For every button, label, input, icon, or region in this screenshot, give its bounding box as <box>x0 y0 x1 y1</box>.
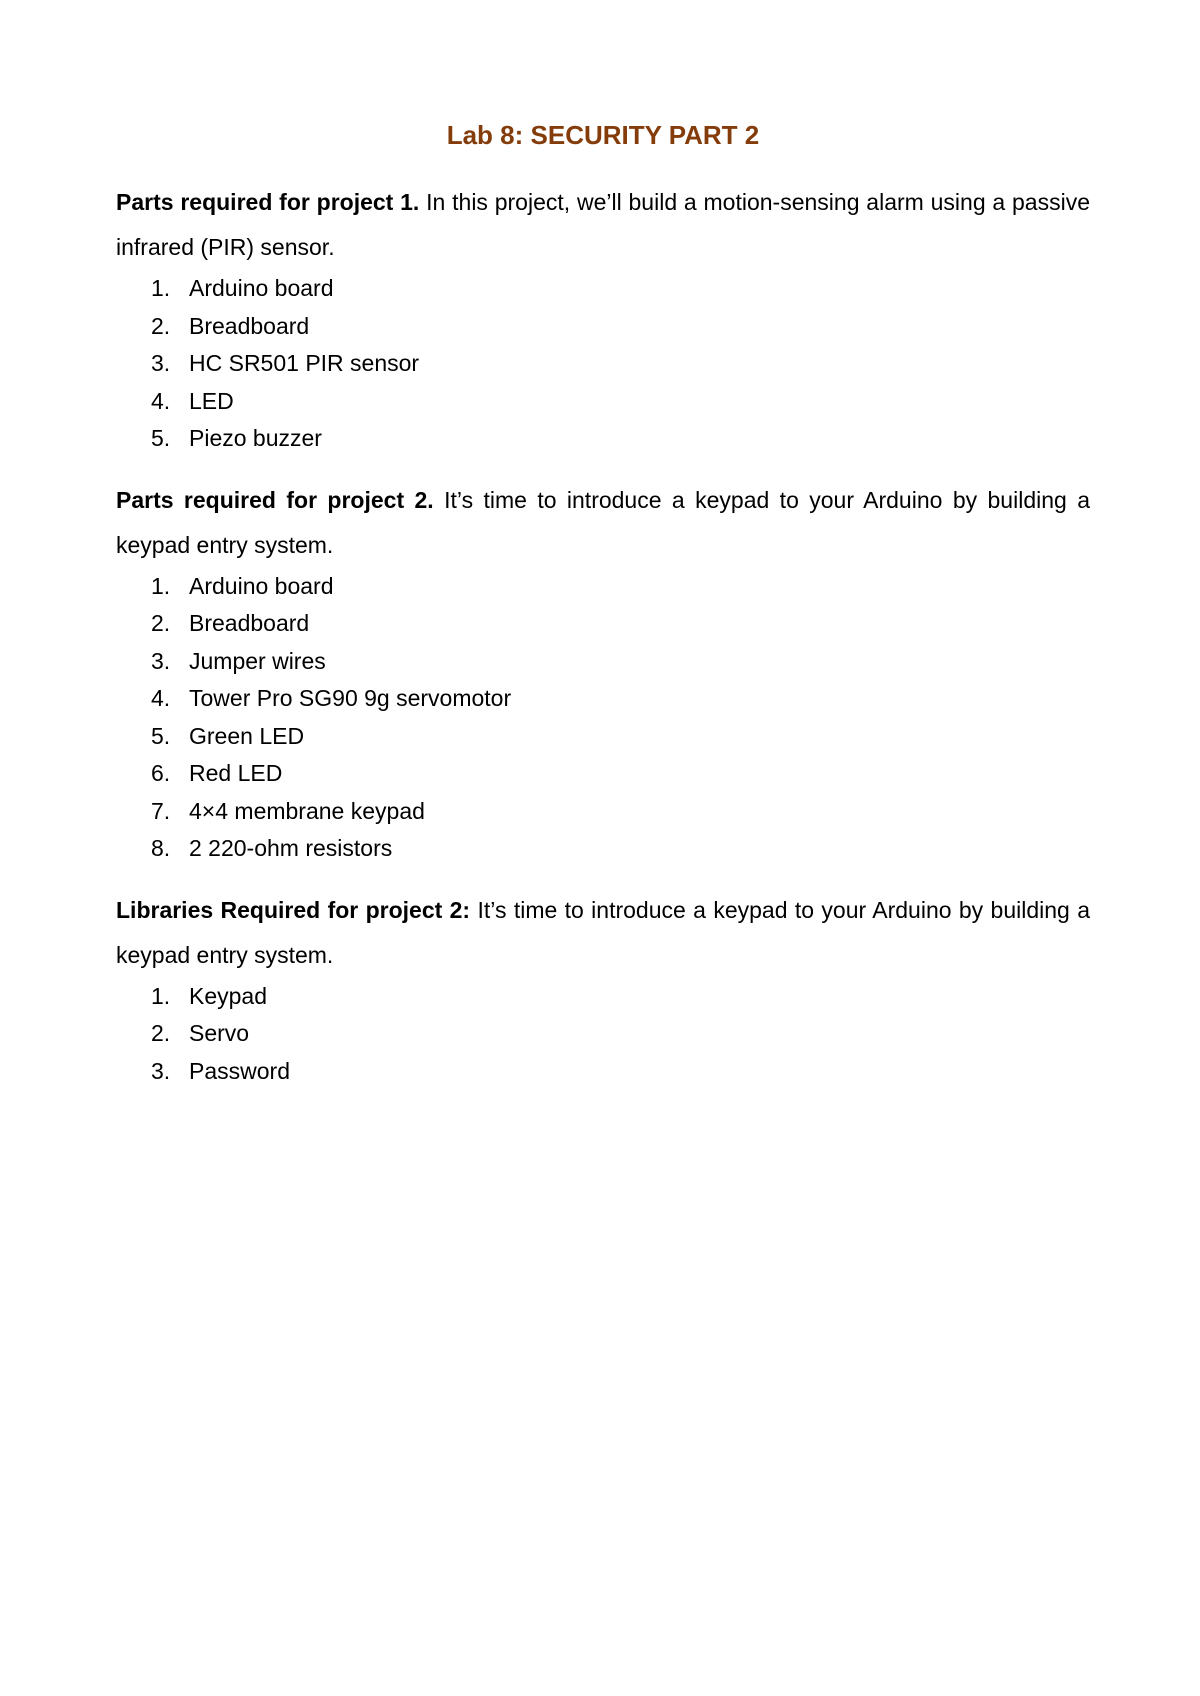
list-label: 2 220-ohm resistors <box>189 835 393 861</box>
list-number: 2. <box>151 610 171 636</box>
section-lead: Libraries Required for project 2: <box>116 896 471 923</box>
list-number: 2. <box>151 1020 171 1046</box>
section-project-1 <box>116 180 1090 458</box>
list-item <box>151 308 1090 346</box>
list-label: Servo <box>189 1020 250 1046</box>
list-item <box>151 680 1090 718</box>
list-item <box>151 1053 1090 1091</box>
parts-list <box>116 270 1090 458</box>
section-libraries <box>116 888 1090 1091</box>
list-label: Arduino board <box>189 275 334 301</box>
list-item <box>151 383 1090 421</box>
list-number: 5. <box>151 722 171 749</box>
list-number: 1. <box>151 275 171 301</box>
list-number: 1. <box>151 982 171 1009</box>
spacer <box>116 868 1090 888</box>
list-number: 5. <box>151 425 171 451</box>
section-lead: Parts required for project 2. <box>116 486 434 513</box>
list-number: 1. <box>151 572 171 599</box>
section-text: In this project, we’ll build a motion-sensing alarm using a passive infrared (PIR) sensor. <box>116 189 1091 260</box>
list-label: Breadboard <box>189 610 310 636</box>
list-number: 2. <box>151 312 171 339</box>
list-item <box>151 718 1090 756</box>
list-item <box>151 643 1090 681</box>
section-intro <box>116 478 1090 568</box>
list-label: Breadboard <box>189 312 310 339</box>
list-label: Tower Pro SG90 9g servomotor <box>189 685 512 711</box>
section-text: It’s time to introduce a keypad to your Arduino by building a keypad entry system. <box>116 896 1090 968</box>
section-lead: Parts required for project 1. <box>116 189 420 215</box>
libraries-list <box>116 978 1090 1091</box>
list-label: Piezo buzzer <box>189 425 322 451</box>
list-label: Green LED <box>189 722 305 749</box>
parts-list <box>116 568 1090 868</box>
document-title: Lab 8: SECURITY PART 2 <box>446 120 760 150</box>
list-label: 4×4 membrane keypad <box>189 797 425 824</box>
list-item <box>151 755 1090 793</box>
list-item <box>151 605 1090 643</box>
section-intro <box>116 888 1090 978</box>
list-item <box>151 270 1090 308</box>
list-number: 6. <box>151 760 171 786</box>
list-item <box>151 345 1090 383</box>
list-number: 3. <box>151 350 171 376</box>
list-number: 4. <box>151 685 171 711</box>
list-number: 7. <box>151 797 171 824</box>
list-item <box>151 793 1090 831</box>
list-label: Jumper wires <box>189 647 326 674</box>
section-project-2 <box>116 478 1090 868</box>
list-label: LED <box>189 387 234 414</box>
list-item <box>151 568 1090 606</box>
section-text: It’s time to introduce a keypad to your Arduino by building a keypad entry system. <box>116 486 1090 558</box>
list-item <box>151 978 1090 1016</box>
list-number: 4. <box>151 387 171 414</box>
list-item <box>151 1015 1090 1053</box>
section-intro <box>116 180 1090 270</box>
list-item <box>151 420 1090 458</box>
list-label: Arduino board <box>189 572 334 599</box>
list-label: Keypad <box>189 982 268 1009</box>
list-number: 3. <box>151 1057 171 1084</box>
spacer <box>116 458 1090 478</box>
list-number: 8. <box>151 835 171 861</box>
list-number: 3. <box>151 647 171 674</box>
list-label: HC SR501 PIR sensor <box>189 350 420 376</box>
list-label: Password <box>189 1057 290 1084</box>
list-label: Red LED <box>189 760 283 786</box>
list-item <box>151 830 1090 868</box>
